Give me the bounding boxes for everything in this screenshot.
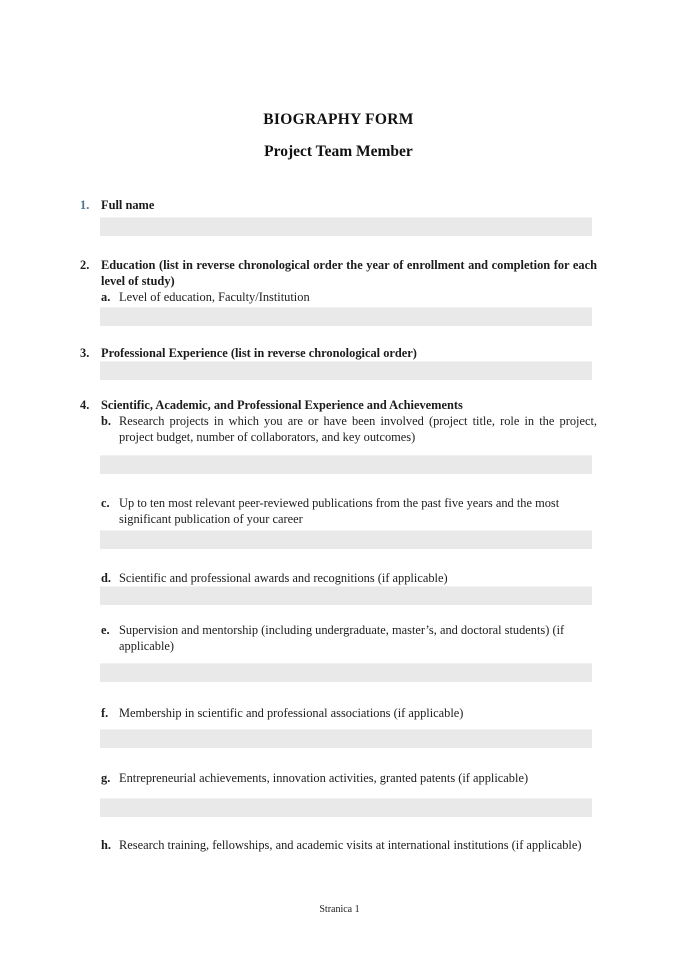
item-2-number: 2. — [80, 258, 90, 272]
item-4g-letter: g. — [101, 771, 111, 785]
item-4e — [101, 622, 597, 654]
item-2a — [101, 289, 597, 305]
item-1-label: Full name — [101, 198, 155, 212]
professional-experience-field[interactable] — [100, 361, 592, 380]
item-4g-label: Entrepreneurial achievements, innovation activities, granted patents (if applicable) — [119, 771, 529, 785]
item-4h-label: Research training, fellowships, and academic visits at international institutions (if applicable) — [119, 838, 582, 852]
form-subtitle: Project Team Member — [264, 143, 413, 160]
item-4e-letter: e. — [101, 623, 110, 637]
item-4b — [101, 413, 597, 445]
membership-field[interactable] — [100, 729, 592, 748]
entrepreneurial-field[interactable] — [100, 798, 592, 817]
item-1 — [80, 197, 597, 213]
item-4c-letter: c. — [101, 496, 110, 510]
item-4f-label: Membership in scientific and professional associations (if applicable) — [119, 706, 464, 720]
item-2a-letter: a. — [101, 290, 111, 304]
item-3-label: Professional Experience (list in reverse chronological order) — [101, 346, 417, 360]
supervision-field[interactable] — [100, 663, 592, 682]
item-4-number: 4. — [80, 398, 90, 412]
item-4d-label: Scientific and professional awards and recognitions (if applicable) — [119, 571, 448, 585]
item-2a-label: Level of education, Faculty/Institution — [119, 290, 310, 304]
item-4d-letter: d. — [101, 571, 111, 585]
item-4-label: Scientific, Academic, and Professional Experience and Achievements — [101, 398, 463, 412]
research-projects-field[interactable] — [100, 455, 592, 474]
item-2-label: Education (list in reverse chronological order the year of enrollment and completion for each level of study) — [101, 258, 597, 288]
form-title: BIOGRAPHY FORM — [263, 111, 414, 128]
education-field[interactable] — [100, 307, 592, 326]
awards-field[interactable] — [100, 586, 592, 605]
item-4d — [101, 570, 597, 586]
item-3 — [80, 345, 597, 361]
full-name-field[interactable] — [100, 217, 592, 236]
item-4f-letter: f. — [101, 706, 109, 720]
item-4h-letter: h. — [101, 838, 111, 852]
item-4b-letter: b. — [101, 414, 111, 428]
item-4b-label: Research projects in which you are or have been involved (project title, role in the project, project budget, number of collaborators, and key outcomes) — [119, 414, 597, 444]
item-4e-label: Supervision and mentorship (including undergraduate, master’s, and doctoral students) (if applicable) — [119, 623, 565, 653]
item-4f — [101, 705, 597, 721]
page-number: Stranica 1 — [319, 904, 360, 915]
item-4h — [101, 837, 597, 853]
item-4c-label: Up to ten most relevant peer-reviewed publications from the past five years and the most significant publication of your career — [119, 496, 560, 526]
item-4c — [101, 495, 597, 527]
item-2 — [80, 257, 597, 289]
item-1-number: 1. — [80, 198, 90, 212]
item-4g — [101, 770, 597, 786]
item-4 — [80, 397, 597, 413]
publications-field[interactable] — [100, 530, 592, 549]
item-3-number: 3. — [80, 346, 90, 360]
